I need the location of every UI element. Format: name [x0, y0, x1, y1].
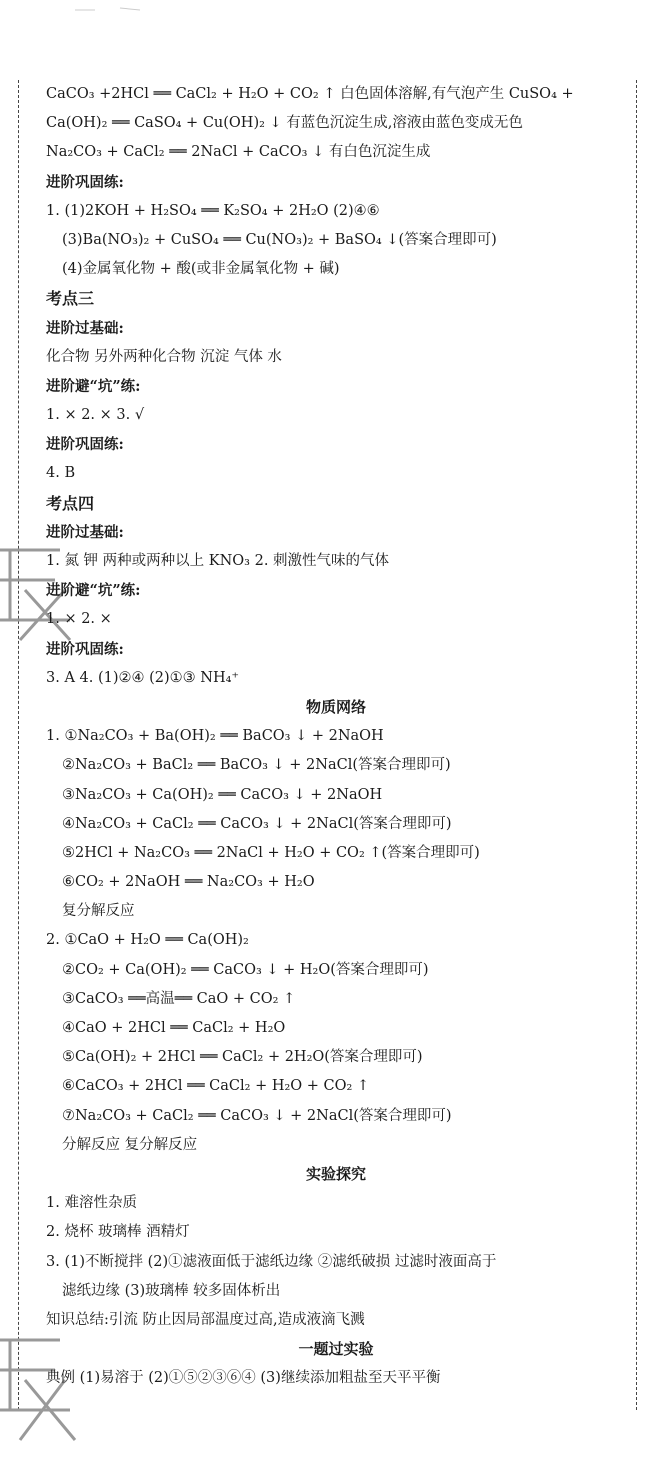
- answer-line: 1. (1)2KOH + H₂SO₄ ══ K₂SO₄ + 2H₂O (2)④⑥: [46, 202, 380, 219]
- right-dashed-margin: [636, 80, 637, 1410]
- answer-line: 3. (1)不断搅拌 (2)①滤液面低于滤纸边缘 ②滤纸破损 过滤时液面高于: [46, 1253, 497, 1270]
- answer-line: Ca(OH)₂ ══ CaSO₄ + Cu(OH)₂ ↓ 有蓝色沉淀生成,溶液由蓝色变成无色: [46, 115, 523, 132]
- answer-line: ⑤2HCl + Na₂CO₃ ══ 2NaCl + H₂O + CO₂ ↑(答案合理即可): [62, 844, 480, 861]
- answer-line: 3. A 4. (1)②④ (2)①③ NH₄⁺: [46, 669, 240, 686]
- answer-line: 进阶避“坑”练:: [46, 582, 141, 600]
- answer-line: 知识总结:引流 防止因局部温度过高,造成液滴飞溅: [46, 1311, 365, 1328]
- answer-line: 1. ①Na₂CO₃ + Ba(OH)₂ ══ BaCO₃ ↓ + 2NaOH: [46, 728, 384, 745]
- answer-line: 进阶过基础:: [46, 319, 124, 337]
- answer-content: [46, 80, 626, 1393]
- answer-line: 1. 氮 钾 两种或两种以上 KNO₃ 2. 刺激性气味的气体: [46, 553, 390, 569]
- answer-line: ④CaO + 2HCl ══ CaCl₂ + H₂O: [62, 1020, 286, 1036]
- answer-line: (3)Ba(NO₃)₂ + CuSO₄ ══ Cu(NO₃)₂ + BaSO₄ ↓(答案合理即可): [62, 231, 497, 248]
- answer-line: ④Na₂CO₃ + CaCl₂ ══ CaCO₃ ↓ + 2NaCl(答案合理即可): [62, 815, 452, 832]
- answer-line: ⑦Na₂CO₃ + CaCl₂ ══ CaCO₃ ↓ + 2NaCl(答案合理即可): [62, 1107, 452, 1124]
- answer-line: 1. × 2. × 3. √: [46, 407, 145, 424]
- answer-line: ②Na₂CO₃ + BaCl₂ ══ BaCO₃ ↓ + 2NaCl(答案合理即可): [62, 757, 451, 774]
- answer-line: 2. 烧杯 玻璃棒 酒精灯: [46, 1224, 190, 1241]
- answer-line: ③Na₂CO₃ + Ca(OH)₂ ══ CaCO₃ ↓ + 2NaOH: [62, 786, 383, 803]
- answer-line: ②CO₂ + Ca(OH)₂ ══ CaCO₃ ↓ + H₂O(答案合理即可): [62, 961, 429, 978]
- answer-line: ③CaCO₃ ══高温══ CaO + CO₂ ↑: [62, 990, 296, 1007]
- answer-line: 实验探究: [305, 1164, 366, 1183]
- answer-line: ⑥CO₂ + 2NaOH ══ Na₂CO₃ + H₂O: [62, 874, 315, 891]
- answer-line: CaCO₃ +2HCl ══ CaCl₂ + H₂O + CO₂ ↑ 白色固体溶解,有气泡产生 CuSO₄ +: [46, 86, 574, 102]
- answer-line: 进阶巩固练:: [46, 436, 124, 454]
- answer-line: 1. 难溶性杂质: [46, 1195, 137, 1212]
- answer-line: 考点三: [46, 289, 95, 309]
- answer-line: ⑤Ca(OH)₂ + 2HCl ══ CaCl₂ + 2H₂O(答案合理即可): [62, 1049, 423, 1066]
- answer-line: Na₂CO₃ + CaCl₂ ══ 2NaCl + CaCO₃ ↓ 有白色沉淀生成: [46, 144, 431, 161]
- left-dashed-margin: [18, 80, 19, 1410]
- answer-line: 物质网络: [305, 697, 366, 716]
- answer-line: 分解反应 复分解反应: [62, 1136, 198, 1153]
- top-binding-marks: [0, 0, 659, 70]
- answer-line: 考点四: [46, 493, 95, 513]
- answer-line: ⑥CaCO₃ + 2HCl ══ CaCl₂ + H₂O + CO₂ ↑: [62, 1078, 370, 1095]
- answer-line: 2. ①CaO + H₂O ══ Ca(OH)₂: [46, 932, 249, 949]
- answer-line: 复分解反应: [62, 903, 135, 920]
- answer-line: (4)金属氧化物 + 酸(或非金属氧化物 + 碱): [62, 261, 340, 278]
- answer-line: 1. × 2. ×: [46, 611, 112, 628]
- answer-line: 进阶避“坑”练:: [46, 377, 141, 395]
- answer-line: 进阶过基础:: [46, 523, 124, 541]
- answer-line: 一题过实验: [298, 1340, 374, 1359]
- answer-line: 典例 (1)易溶于 (2)①⑤②③⑥④ (3)继续添加粗盐至天平平衡: [46, 1370, 441, 1387]
- answer-line: 4. B: [46, 465, 76, 482]
- answer-line: 化合物 另外两种化合物 沉淀 气体 水: [46, 348, 282, 365]
- answer-line: 滤纸边缘 (3)玻璃棒 较多固体析出: [62, 1282, 281, 1299]
- answer-line: 进阶巩固练:: [46, 640, 124, 658]
- answer-line: 进阶巩固练:: [46, 173, 124, 191]
